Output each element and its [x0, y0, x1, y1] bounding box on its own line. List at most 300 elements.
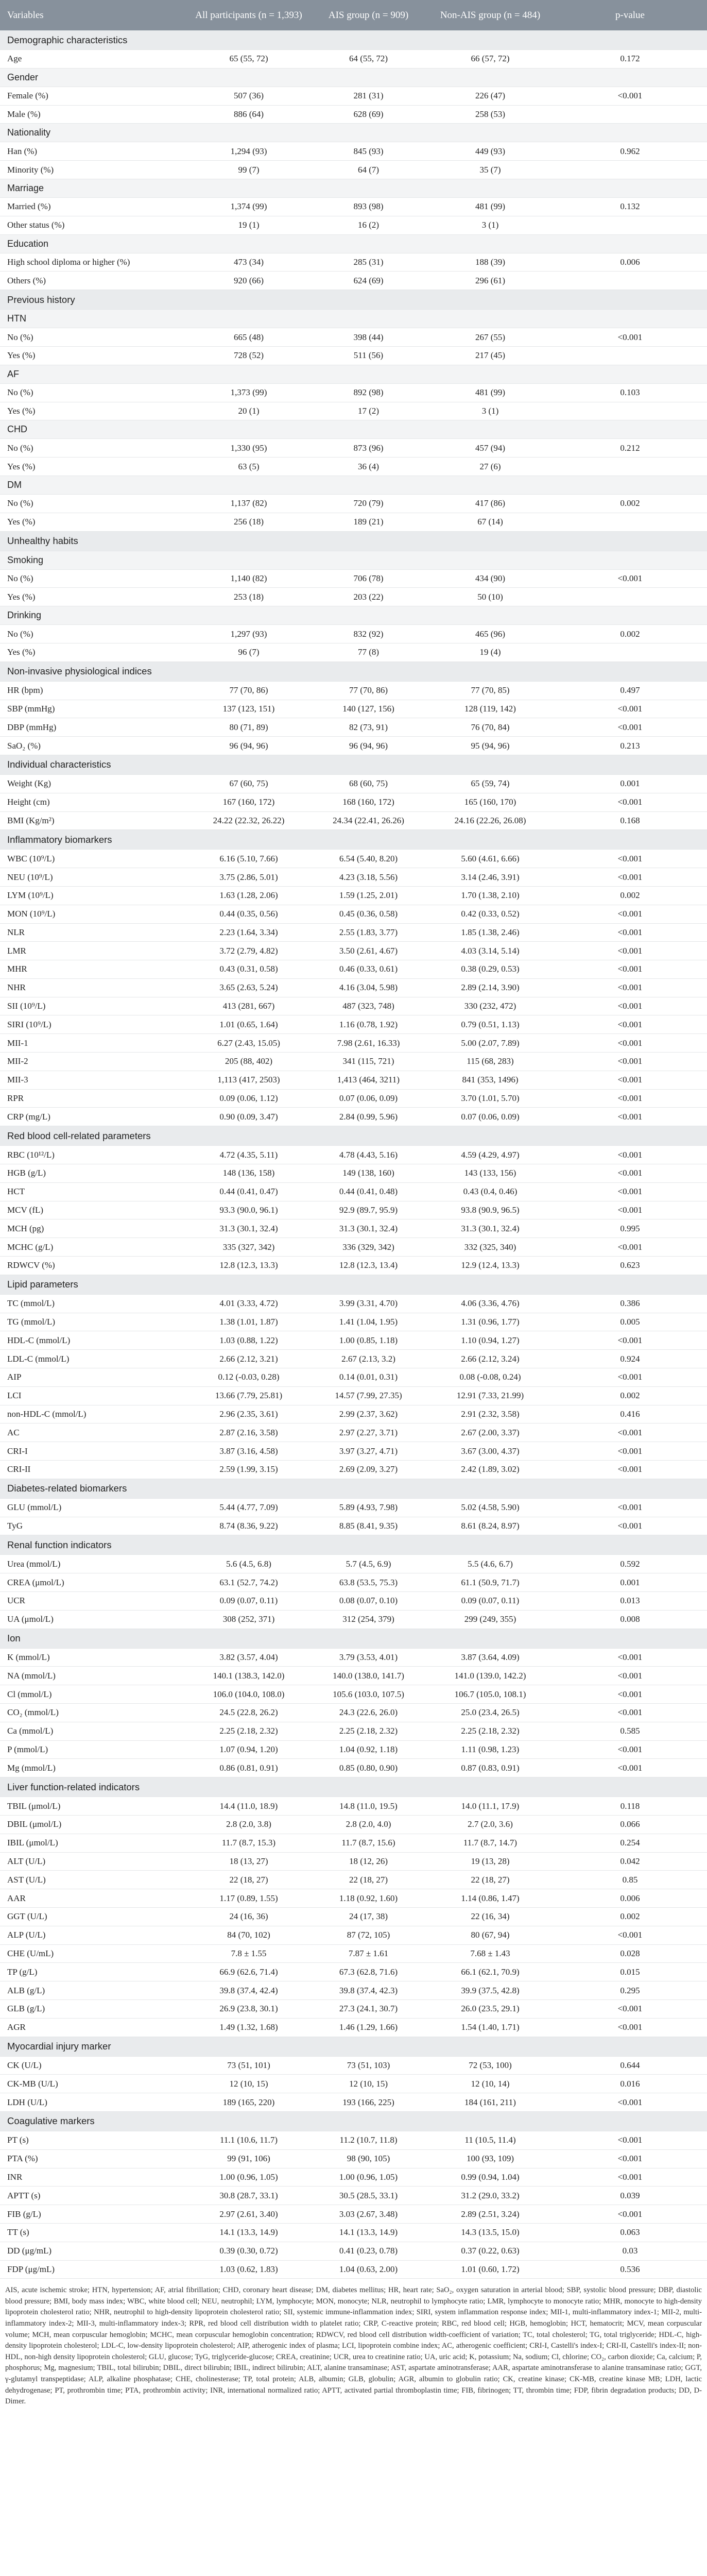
- non-ais-group-cell: 25.0 (23.4, 26.5): [427, 1703, 553, 1722]
- all-participants-cell: 413 (281, 667): [188, 997, 309, 1015]
- p-value-cell: 0.006: [553, 1889, 707, 1908]
- variable-cell: Yes (%): [0, 643, 188, 662]
- all-participants-cell: 1,374 (99): [188, 197, 309, 216]
- ais-group-cell: 511 (56): [309, 346, 427, 365]
- ais-group-cell: 140 (127, 156): [309, 700, 427, 718]
- variable-cell: AGR: [0, 2018, 188, 2037]
- table-row: [0, 737, 707, 755]
- p-value-cell: <0.001: [553, 700, 707, 718]
- p-value-cell: <0.001: [553, 1108, 707, 1126]
- table-row: [0, 2149, 707, 2168]
- p-value-cell: [553, 346, 707, 365]
- all-participants-cell: 256 (18): [188, 513, 309, 531]
- ais-group-cell: 31.3 (30.1, 32.4): [309, 1219, 427, 1238]
- subsection-header-row: [0, 310, 707, 328]
- all-participants-cell: 30.8 (28.7, 33.1): [188, 2187, 309, 2205]
- p-value-cell: 0.212: [553, 439, 707, 457]
- p-value-cell: <0.001: [553, 793, 707, 811]
- ais-group-cell: 24.3 (22.6, 26.0): [309, 1703, 427, 1722]
- variable-cell: CK-MB (U/L): [0, 2075, 188, 2093]
- p-value-cell: <0.001: [553, 1423, 707, 1442]
- p-value-cell: <0.001: [553, 942, 707, 960]
- variable-cell: FIB (g/L): [0, 2205, 188, 2224]
- ais-group-cell: 67.3 (62.8, 71.6): [309, 1963, 427, 1981]
- ais-group-cell: 1.16 (0.78, 1.92): [309, 1015, 427, 1034]
- all-participants-cell: 3.87 (3.16, 4.58): [188, 1442, 309, 1461]
- ais-group-cell: 0.07 (0.06, 0.09): [309, 1089, 427, 1108]
- subsection-title: Nationality: [0, 124, 707, 142]
- ais-group-cell: 22 (18, 27): [309, 1871, 427, 1889]
- p-value-cell: <0.001: [553, 1461, 707, 1479]
- header-ais-group: AIS group (n = 909): [309, 0, 427, 30]
- ais-group-cell: 2.69 (2.09, 3.27): [309, 1461, 427, 1479]
- table-row: [0, 1108, 707, 1126]
- p-value-cell: 0.039: [553, 2187, 707, 2205]
- p-value-cell: <0.001: [553, 997, 707, 1015]
- ais-group-cell: 98 (90, 105): [309, 2149, 427, 2168]
- all-participants-cell: 253 (18): [188, 588, 309, 606]
- table-row: [0, 1034, 707, 1053]
- table-row: [0, 625, 707, 643]
- variable-cell: MII-2: [0, 1053, 188, 1071]
- non-ais-group-cell: 2.66 (2.12, 3.24): [427, 1350, 553, 1368]
- variable-cell: non-HDL-C (mmol/L): [0, 1405, 188, 1423]
- p-value-cell: 0.001: [553, 774, 707, 793]
- variable-cell: SII (10⁹/L): [0, 997, 188, 1015]
- p-value-cell: <0.001: [553, 1703, 707, 1722]
- all-participants-cell: 0.90 (0.09, 3.47): [188, 1108, 309, 1126]
- table-row: [0, 588, 707, 606]
- ais-group-cell: 0.44 (0.41, 0.48): [309, 1182, 427, 1201]
- p-value-cell: <0.001: [553, 1053, 707, 1071]
- section-title: Myocardial injury marker: [0, 2037, 707, 2056]
- variable-cell: CRI-II: [0, 1461, 188, 1479]
- ais-group-cell: 193 (166, 225): [309, 2093, 427, 2112]
- subsection-title: Smoking: [0, 551, 707, 569]
- variable-cell: High school diploma or higher (%): [0, 253, 188, 272]
- table-row: [0, 87, 707, 105]
- all-participants-cell: 26.9 (23.8, 30.1): [188, 1999, 309, 2018]
- variable-cell: MCHC (g/L): [0, 1238, 188, 1257]
- variable-cell: UCR: [0, 1592, 188, 1611]
- variable-cell: GGT (U/L): [0, 1907, 188, 1926]
- ais-group-cell: 4.16 (3.04, 5.98): [309, 978, 427, 997]
- table-row: [0, 700, 707, 718]
- ais-group-cell: 873 (96): [309, 439, 427, 457]
- p-value-cell: <0.001: [553, 978, 707, 997]
- all-participants-cell: 63 (5): [188, 457, 309, 476]
- ais-group-cell: 624 (69): [309, 272, 427, 290]
- p-value-cell: 0.006: [553, 253, 707, 272]
- all-participants-cell: 96 (94, 96): [188, 737, 309, 755]
- non-ais-group-cell: 22 (16, 34): [427, 1907, 553, 1926]
- non-ais-group-cell: 188 (39): [427, 253, 553, 272]
- table-row: [0, 1164, 707, 1183]
- p-value-cell: <0.001: [553, 2205, 707, 2224]
- all-participants-cell: 80 (71, 89): [188, 718, 309, 737]
- p-value-cell: <0.001: [553, 1034, 707, 1053]
- variable-cell: TP (g/L): [0, 1963, 188, 1981]
- section-title: Individual characteristics: [0, 755, 707, 774]
- non-ais-group-cell: 267 (55): [427, 328, 553, 347]
- p-value-cell: 0.924: [553, 1350, 707, 1368]
- all-participants-cell: 31.3 (30.1, 32.4): [188, 1219, 309, 1238]
- table-row: [0, 718, 707, 737]
- p-value-cell: 0.132: [553, 197, 707, 216]
- variable-cell: NEU (10⁹/L): [0, 868, 188, 887]
- non-ais-group-cell: 0.99 (0.94, 1.04): [427, 2168, 553, 2187]
- ais-group-cell: 39.8 (37.4, 42.3): [309, 1981, 427, 2000]
- ais-group-cell: 7.98 (2.61, 16.33): [309, 1034, 427, 1053]
- p-value-cell: 0.002: [553, 886, 707, 905]
- ais-group-cell: 63.8 (53.5, 75.3): [309, 1573, 427, 1592]
- non-ais-group-cell: 8.61 (8.24, 8.97): [427, 1517, 553, 1535]
- table-row: [0, 1667, 707, 1685]
- non-ais-group-cell: 184 (161, 211): [427, 2093, 553, 2112]
- variable-cell: TG (mmol/L): [0, 1313, 188, 1331]
- all-participants-cell: 2.25 (2.18, 2.32): [188, 1722, 309, 1740]
- non-ais-group-cell: 1.70 (1.38, 2.10): [427, 886, 553, 905]
- all-participants-cell: 6.16 (5.10, 7.66): [188, 850, 309, 868]
- ais-group-cell: 281 (31): [309, 87, 427, 105]
- section-header-row: [0, 662, 707, 681]
- ais-group-cell: 4.23 (3.18, 5.56): [309, 868, 427, 887]
- p-value-cell: 0.001: [553, 1573, 707, 1592]
- p-value-cell: <0.001: [553, 1164, 707, 1183]
- non-ais-group-cell: 1.10 (0.94, 1.27): [427, 1331, 553, 1350]
- ais-group-cell: 628 (69): [309, 105, 427, 124]
- table-row: [0, 1015, 707, 1034]
- table-row: [0, 1740, 707, 1759]
- variable-cell: RPR: [0, 1089, 188, 1108]
- section-title: Lipid parameters: [0, 1275, 707, 1294]
- non-ais-group-cell: 0.38 (0.29, 0.53): [427, 960, 553, 979]
- ais-group-cell: 64 (7): [309, 161, 427, 179]
- non-ais-group-cell: 115 (68, 283): [427, 1053, 553, 1071]
- variable-cell: GLU (mmol/L): [0, 1498, 188, 1517]
- table-row: [0, 1238, 707, 1257]
- variable-cell: PT (s): [0, 2131, 188, 2149]
- p-value-cell: [553, 216, 707, 234]
- p-value-cell: 0.585: [553, 1722, 707, 1740]
- all-participants-cell: 12 (10, 15): [188, 2075, 309, 2093]
- variable-cell: INR: [0, 2168, 188, 2187]
- non-ais-group-cell: 449 (93): [427, 142, 553, 161]
- non-ais-group-cell: 19 (4): [427, 643, 553, 662]
- all-participants-cell: 2.23 (1.64, 3.34): [188, 923, 309, 942]
- table-row: [0, 1368, 707, 1387]
- ais-group-cell: 77 (70, 86): [309, 681, 427, 700]
- ais-group-cell: 14.8 (11.0, 19.5): [309, 1797, 427, 1816]
- all-participants-cell: 99 (91, 106): [188, 2149, 309, 2168]
- p-value-cell: 0.002: [553, 1907, 707, 1926]
- ais-group-cell: 336 (329, 342): [309, 1238, 427, 1257]
- all-participants-cell: 14.1 (13.3, 14.9): [188, 2223, 309, 2242]
- ais-group-cell: 706 (78): [309, 569, 427, 588]
- p-value-cell: <0.001: [553, 1071, 707, 1089]
- non-ais-group-cell: 465 (96): [427, 625, 553, 643]
- ais-group-cell: 73 (51, 103): [309, 2056, 427, 2075]
- all-participants-cell: 1,373 (99): [188, 383, 309, 402]
- non-ais-group-cell: 0.79 (0.51, 1.13): [427, 1015, 553, 1034]
- table-row: [0, 1331, 707, 1350]
- p-value-cell: [553, 643, 707, 662]
- ais-group-cell: 398 (44): [309, 328, 427, 347]
- all-participants-cell: 96 (7): [188, 643, 309, 662]
- table-row: [0, 1219, 707, 1238]
- table-row: [0, 1386, 707, 1405]
- non-ais-group-cell: 100 (93, 109): [427, 2149, 553, 2168]
- variable-cell: No (%): [0, 439, 188, 457]
- p-value-cell: 0.85: [553, 1871, 707, 1889]
- ais-group-cell: 3.99 (3.31, 4.70): [309, 1294, 427, 1313]
- p-value-cell: 0.168: [553, 811, 707, 830]
- table-row: [0, 1461, 707, 1479]
- p-value-cell: 0.066: [553, 1815, 707, 1834]
- variable-cell: DBP (mmHg): [0, 718, 188, 737]
- variable-cell: AST (U/L): [0, 1871, 188, 1889]
- non-ais-group-cell: 1.14 (0.86, 1.47): [427, 1889, 553, 1908]
- table-row: [0, 960, 707, 979]
- p-value-cell: <0.001: [553, 1331, 707, 1350]
- non-ais-group-cell: 0.08 (-0.08, 0.24): [427, 1368, 553, 1387]
- non-ais-group-cell: 61.1 (50.9, 71.7): [427, 1573, 553, 1592]
- section-header-row: [0, 2037, 707, 2056]
- all-participants-cell: 1,330 (95): [188, 439, 309, 457]
- non-ais-group-cell: 2.91 (2.32, 3.58): [427, 1405, 553, 1423]
- table-row: [0, 1944, 707, 1963]
- table-row: [0, 811, 707, 830]
- ais-group-cell: 0.41 (0.23, 0.78): [309, 2242, 427, 2260]
- variable-cell: No (%): [0, 625, 188, 643]
- table-row: [0, 1852, 707, 1871]
- variable-cell: Age: [0, 50, 188, 69]
- all-participants-cell: 5.6 (4.5, 6.8): [188, 1555, 309, 1573]
- table-row: [0, 161, 707, 179]
- table-row: [0, 774, 707, 793]
- ais-group-cell: 0.85 (0.80, 0.90): [309, 1759, 427, 1777]
- variable-cell: LCI: [0, 1386, 188, 1405]
- variable-cell: No (%): [0, 328, 188, 347]
- table-row: [0, 328, 707, 347]
- all-participants-cell: 0.39 (0.30, 0.72): [188, 2242, 309, 2260]
- section-header-row: [0, 1126, 707, 1146]
- all-participants-cell: 140.1 (138.3, 142.0): [188, 1667, 309, 1685]
- all-participants-cell: 39.8 (37.4, 42.4): [188, 1981, 309, 2000]
- table-row: [0, 402, 707, 420]
- variable-cell: NA (mmol/L): [0, 1667, 188, 1685]
- non-ais-group-cell: 1.11 (0.98, 1.23): [427, 1740, 553, 1759]
- ais-group-cell: 12.8 (12.3, 13.4): [309, 1257, 427, 1275]
- p-value-cell: 0.623: [553, 1257, 707, 1275]
- variable-cell: CO₂ (mmol/L): [0, 1703, 188, 1722]
- non-ais-group-cell: 12.9 (12.4, 13.3): [427, 1257, 553, 1275]
- p-value-cell: <0.001: [553, 87, 707, 105]
- table-body: [0, 30, 707, 2279]
- table-row: [0, 50, 707, 69]
- variable-cell: Yes (%): [0, 588, 188, 606]
- subsection-header-row: [0, 124, 707, 142]
- table-row: [0, 142, 707, 161]
- table-row: [0, 197, 707, 216]
- variable-cell: DD (μg/mL): [0, 2242, 188, 2260]
- non-ais-group-cell: 434 (90): [427, 569, 553, 588]
- header-variables: Variables: [0, 0, 188, 30]
- p-value-cell: [553, 402, 707, 420]
- non-ais-group-cell: 1.85 (1.38, 2.46): [427, 923, 553, 942]
- ais-group-cell: 5.89 (4.93, 7.98): [309, 1498, 427, 1517]
- all-participants-cell: 0.43 (0.31, 0.58): [188, 960, 309, 979]
- ais-group-cell: 3.50 (2.61, 4.67): [309, 942, 427, 960]
- section-title: Liver function-related indicators: [0, 1777, 707, 1797]
- variable-cell: Cl (mmol/L): [0, 1685, 188, 1704]
- p-value-cell: [553, 457, 707, 476]
- all-participants-cell: 2.66 (2.12, 3.21): [188, 1350, 309, 1368]
- all-participants-cell: 4.72 (4.35, 5.11): [188, 1146, 309, 1164]
- variable-cell: TT (s): [0, 2223, 188, 2242]
- table-row: [0, 1405, 707, 1423]
- non-ais-group-cell: 2.89 (2.51, 3.24): [427, 2205, 553, 2224]
- table-row: [0, 1759, 707, 1777]
- ais-group-cell: 3.97 (3.27, 4.71): [309, 1442, 427, 1461]
- table-row: [0, 905, 707, 923]
- section-title: Non-invasive physiological indices: [0, 662, 707, 681]
- p-value-cell: 0.028: [553, 1944, 707, 1963]
- non-ais-group-cell: 0.43 (0.4, 0.46): [427, 1182, 553, 1201]
- non-ais-group-cell: 141.0 (139.0, 142.2): [427, 1667, 553, 1685]
- p-value-cell: 0.008: [553, 1610, 707, 1629]
- variable-cell: RDWCV (%): [0, 1257, 188, 1275]
- non-ais-group-cell: 481 (99): [427, 383, 553, 402]
- all-participants-cell: 167 (160, 172): [188, 793, 309, 811]
- all-participants-cell: 2.97 (2.61, 3.40): [188, 2205, 309, 2224]
- all-participants-cell: 106.0 (104.0, 108.0): [188, 1685, 309, 1704]
- non-ais-group-cell: 0.37 (0.22, 0.63): [427, 2242, 553, 2260]
- p-value-cell: <0.001: [553, 1667, 707, 1685]
- variable-cell: HDL-C (mmol/L): [0, 1331, 188, 1350]
- all-participants-cell: 1.63 (1.28, 2.06): [188, 886, 309, 905]
- p-value-cell: <0.001: [553, 2149, 707, 2168]
- ais-group-cell: 341 (115, 721): [309, 1053, 427, 1071]
- section-header-row: [0, 1629, 707, 1648]
- non-ais-group-cell: 76 (70, 84): [427, 718, 553, 737]
- table-row: [0, 1834, 707, 1852]
- subsection-title: HTN: [0, 310, 707, 328]
- table-row: [0, 793, 707, 811]
- ais-group-cell: 1.04 (0.92, 1.18): [309, 1740, 427, 1759]
- ais-group-cell: 77 (8): [309, 643, 427, 662]
- all-participants-cell: 66.9 (62.6, 71.4): [188, 1963, 309, 1981]
- variable-cell: MON (10⁹/L): [0, 905, 188, 923]
- section-header-row: [0, 531, 707, 551]
- p-value-cell: <0.001: [553, 1999, 707, 2018]
- p-value-cell: 0.416: [553, 1405, 707, 1423]
- p-value-cell: <0.001: [553, 2018, 707, 2037]
- all-participants-cell: 24.5 (22.8, 26.2): [188, 1703, 309, 1722]
- table-row: [0, 2260, 707, 2279]
- table-row: [0, 1201, 707, 1219]
- table-row: [0, 2018, 707, 2037]
- all-participants-cell: 63.1 (52.7, 74.2): [188, 1573, 309, 1592]
- ais-group-cell: 2.25 (2.18, 2.32): [309, 1722, 427, 1740]
- p-value-cell: 0.015: [553, 1963, 707, 1981]
- all-participants-cell: 189 (165, 220): [188, 2093, 309, 2112]
- non-ais-group-cell: 65 (59, 74): [427, 774, 553, 793]
- ais-group-cell: 96 (94, 96): [309, 737, 427, 755]
- table-row: [0, 2242, 707, 2260]
- table-row: [0, 886, 707, 905]
- all-participants-cell: 73 (51, 101): [188, 2056, 309, 2075]
- non-ais-group-cell: 417 (86): [427, 494, 553, 513]
- table-row: [0, 1423, 707, 1442]
- ais-group-cell: 4.78 (4.43, 5.16): [309, 1146, 427, 1164]
- non-ais-group-cell: 128 (119, 142): [427, 700, 553, 718]
- ais-group-cell: 105.6 (103.0, 107.5): [309, 1685, 427, 1704]
- table-row: [0, 1797, 707, 1816]
- ais-group-cell: 18 (12, 26): [309, 1852, 427, 1871]
- table-row: [0, 2093, 707, 2112]
- ais-group-cell: 0.45 (0.36, 0.58): [309, 905, 427, 923]
- p-value-cell: <0.001: [553, 718, 707, 737]
- non-ais-group-cell: 1.54 (1.40, 1.71): [427, 2018, 553, 2037]
- subsection-title: Drinking: [0, 606, 707, 625]
- all-participants-cell: 5.44 (4.77, 7.09): [188, 1498, 309, 1517]
- subsection-header-row: [0, 179, 707, 197]
- ais-group-cell: 11.2 (10.7, 11.8): [309, 2131, 427, 2149]
- table-row: [0, 1573, 707, 1592]
- variable-cell: No (%): [0, 494, 188, 513]
- table-row: [0, 513, 707, 531]
- header-p-value: p-value: [553, 0, 707, 30]
- all-participants-cell: 67 (60, 75): [188, 774, 309, 793]
- ais-group-cell: 203 (22): [309, 588, 427, 606]
- p-value-cell: 0.002: [553, 494, 707, 513]
- ais-group-cell: 189 (21): [309, 513, 427, 531]
- all-participants-cell: 1.49 (1.32, 1.68): [188, 2018, 309, 2037]
- p-value-cell: <0.001: [553, 868, 707, 887]
- non-ais-group-cell: 35 (7): [427, 161, 553, 179]
- table-row: [0, 1963, 707, 1981]
- table-row: [0, 2131, 707, 2149]
- non-ais-group-cell: 66 (57, 72): [427, 50, 553, 69]
- non-ais-group-cell: 50 (10): [427, 588, 553, 606]
- all-participants-cell: 84 (70, 102): [188, 1926, 309, 1944]
- all-participants-cell: 1,294 (93): [188, 142, 309, 161]
- variable-cell: K (mmol/L): [0, 1648, 188, 1667]
- non-ais-group-cell: 332 (325, 340): [427, 1238, 553, 1257]
- variable-cell: BMI (Kg/m²): [0, 811, 188, 830]
- all-participants-cell: 335 (327, 342): [188, 1238, 309, 1257]
- variable-cell: MCH (pg): [0, 1219, 188, 1238]
- table-row: [0, 1722, 707, 1740]
- variable-cell: Married (%): [0, 197, 188, 216]
- table-row: [0, 850, 707, 868]
- subsection-header-row: [0, 68, 707, 87]
- p-value-cell: 0.118: [553, 1797, 707, 1816]
- variable-cell: WBC (10⁹/L): [0, 850, 188, 868]
- variable-cell: MII-1: [0, 1034, 188, 1053]
- variable-cell: LMR: [0, 942, 188, 960]
- all-participants-cell: 3.82 (3.57, 4.04): [188, 1648, 309, 1667]
- all-participants-cell: 2.96 (2.35, 3.61): [188, 1405, 309, 1423]
- all-participants-cell: 22 (18, 27): [188, 1871, 309, 1889]
- ais-group-cell: 845 (93): [309, 142, 427, 161]
- non-ais-group-cell: 4.06 (3.36, 4.76): [427, 1294, 553, 1313]
- table-row: [0, 2168, 707, 2187]
- all-participants-cell: 507 (36): [188, 87, 309, 105]
- ais-group-cell: 312 (254, 379): [309, 1610, 427, 1629]
- table-header-row: [0, 0, 707, 30]
